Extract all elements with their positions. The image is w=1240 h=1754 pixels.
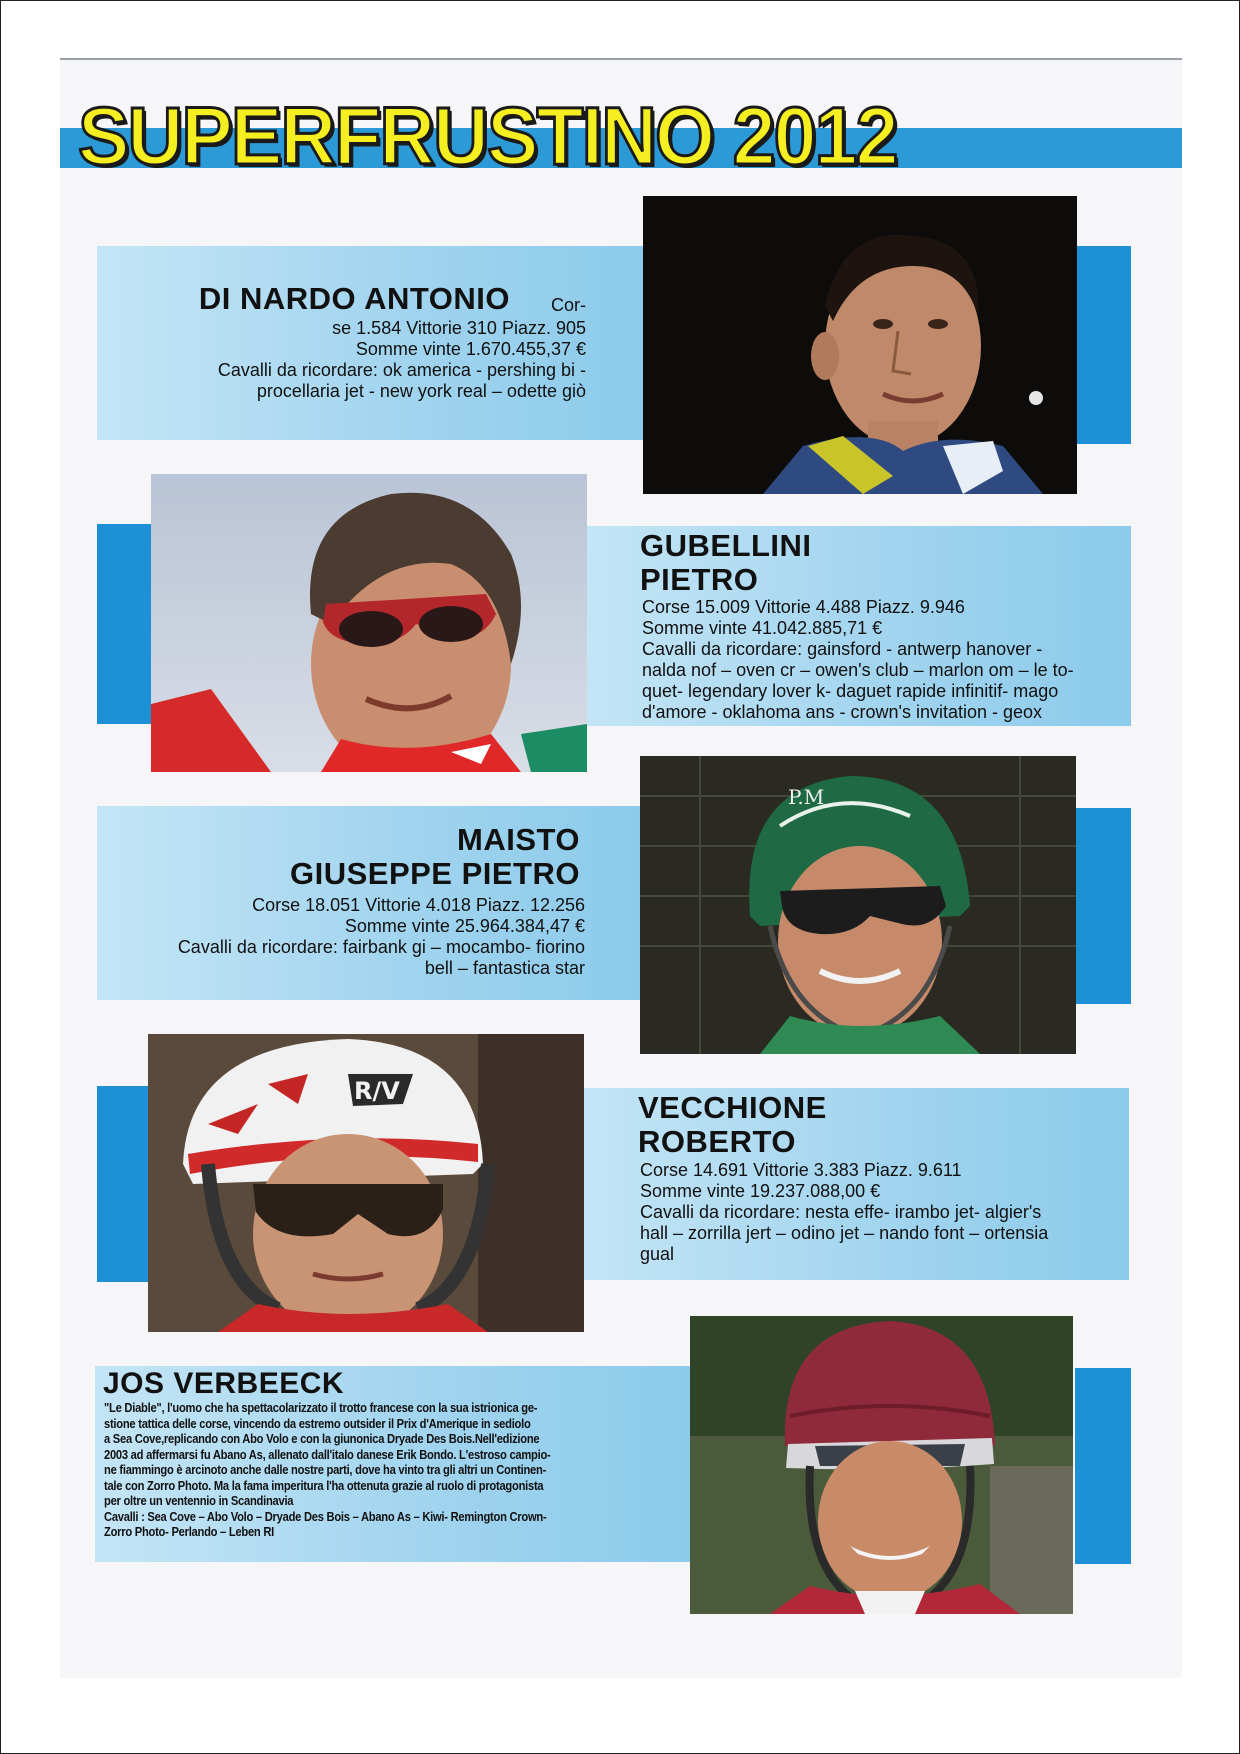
driver-horses: Cavalli da ricordare: ok america - pershing bi - [217, 360, 586, 380]
bio-line: stione tattica delle corse, vincendo da estremo outsider il Prix d'Amerique in sediolo [104, 1415, 531, 1431]
driver-name: DI NARDO ANTONIO [198, 281, 510, 316]
driver-name: GUBELLINI [640, 528, 812, 563]
driver-stats: Corse 14.691 Vittorie 3.383 Piazz. 9.611 [640, 1160, 962, 1180]
blue-edge-3 [1075, 808, 1131, 1004]
driver-horses: gual [640, 1244, 675, 1264]
driver-stats: se 1.584 Vittorie 310 Piazz. 905 [332, 318, 586, 338]
helmet-initials: R/V [354, 1077, 400, 1105]
photo-verbeeck [690, 1316, 1073, 1614]
bio-line: ne fiammingo è arcinoto anche dalle nostre parti, dove ha vinto tra gli altri un Continen- [104, 1462, 547, 1477]
driver-name: GIUSEPPE PIETRO [289, 856, 580, 891]
driver-prize-money: Somme vinte 19.237.088,00 € [640, 1181, 881, 1201]
driver-horses: hall – zorrilla jert – odino jet – nando font – ortensia [640, 1223, 1049, 1243]
photo-gubellini [151, 474, 587, 772]
driver-name: MAISTO [457, 822, 580, 857]
blue-edge-2 [97, 524, 153, 724]
bio-line: per oltre un ventennio in Scandinavia [104, 1493, 294, 1508]
driver-horses: procellaria jet - new york real – odette giò [256, 381, 586, 401]
bio-line: a Sea Cove,replicando con Abo Volo e con la giunonica Dryade Des Bois.Nell'edizione [104, 1431, 540, 1446]
driver-name: VECCHIONE [638, 1090, 827, 1125]
driver-prize-money: Somme vinte 41.042.885,71 € [642, 618, 883, 638]
driver-horses: d'amore - oklahoma ans - crown's invitation - geox [642, 702, 1043, 722]
driver-bio [104, 1400, 672, 1540]
helmet-initials: P.M [788, 785, 825, 809]
driver-horses: bell – fantastica star [424, 958, 585, 978]
driver-horses: Cavalli da ricordare: gainsford - antwerp hanover - [642, 639, 1043, 659]
driver-horses: quet- legendary lover k- daguet rapide infinitif- mago [642, 681, 1059, 701]
driver-horses: Cavalli da ricordare: fairbank gi – mocambo- fiorino [177, 937, 585, 957]
bio-line: Cavalli : Sea Cove – Abo Volo – Dryade Des Bois – Abano As – Kiwi- Remington Crown- [104, 1508, 547, 1524]
driver-stats: Corse 18.051 Vittorie 4.018 Piazz. 12.256 [252, 895, 585, 915]
photo-vecchione [148, 1034, 584, 1332]
driver-horses: nalda nof – oven cr – owen's club – marlon om – le to- [642, 660, 1074, 680]
driver-name: ROBERTO [638, 1124, 796, 1159]
driver-stats-prefix: Cor- [551, 295, 586, 315]
driver-name: PIETRO [640, 562, 759, 597]
blue-edge-1 [1075, 246, 1131, 444]
driver-prize-money: Somme vinte 1.670.455,37 € [355, 339, 586, 359]
blue-edge-5 [1075, 1368, 1131, 1564]
photo-di-nardo [643, 196, 1077, 494]
bio-line: Zorro Photo- Perlando – Leben RI [104, 1524, 275, 1539]
bio-line: 2003 ad affermarsi fu Abano As, allenato dall'italo danese Erik Bondo. L'estroso campio- [104, 1446, 551, 1462]
blue-edge-4 [97, 1086, 153, 1282]
driver-horses: Cavalli da ricordare: nesta effe- irambo jet- algier's [640, 1202, 1042, 1222]
bio-line: "Le Diable", l'uomo che ha spettacolarizzato il trotto francese con la sua istrionica ge- [104, 1400, 538, 1415]
driver-prize-money: Somme vinte 25.964.384,47 € [344, 916, 585, 936]
driver-stats: Corse 15.009 Vittorie 4.488 Piazz. 9.946 [642, 597, 965, 617]
driver-name: JOS VERBEECK [103, 1367, 345, 1400]
bio-line: tale con Zorro Photo. Ma la fama imperitura l'ha ottenuta grazie al ruolo di protagonista [104, 1477, 544, 1493]
page-title: SUPERFRUSTINO 2012 [78, 91, 897, 182]
photo-maisto [640, 756, 1076, 1054]
